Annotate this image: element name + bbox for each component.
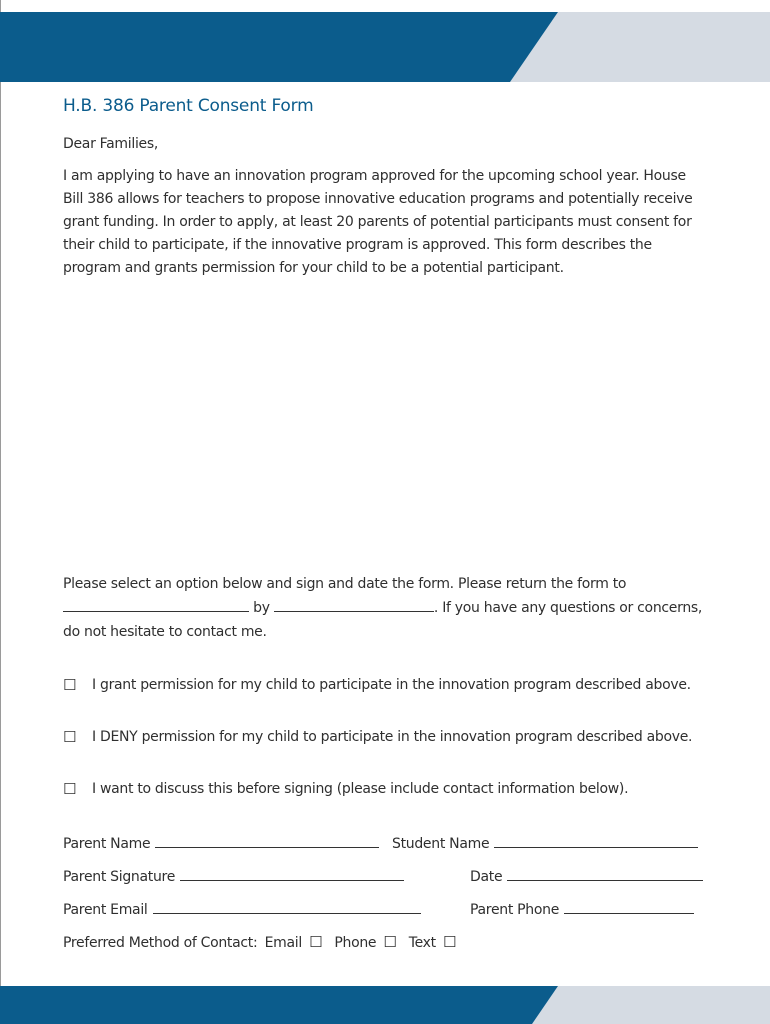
return-to-blank[interactable] <box>63 597 249 612</box>
instructions-part2: . If you have any questions or concerns, do not hesitate to contact me. <box>63 600 703 640</box>
date-input[interactable] <box>507 868 703 881</box>
option-discuss <box>63 779 703 800</box>
date-field <box>470 868 703 885</box>
date-label: Date <box>470 869 503 885</box>
student-name-label: Student Name <box>392 836 490 852</box>
discuss-label: I want to discuss this before signing (please include contact information below). <box>92 781 629 797</box>
instructions-by: by <box>253 600 270 616</box>
parent-name-field <box>63 835 379 852</box>
parent-email-input[interactable] <box>153 901 421 914</box>
deny-checkbox[interactable]: ☐ <box>63 728 77 746</box>
greeting: Dear Families, <box>63 136 158 152</box>
contact-text-checkbox[interactable]: ☐ <box>443 933 457 951</box>
footer-banner-dark <box>0 986 558 1024</box>
form-title: H.B. 386 Parent Consent Form <box>63 96 314 116</box>
parent-email-label: Parent Email <box>63 902 148 918</box>
contact-email-label: Email <box>264 935 302 951</box>
parent-signature-field <box>63 868 404 885</box>
instructions-paragraph <box>63 572 703 644</box>
contact-phone-label: Phone <box>334 935 377 951</box>
header-banner <box>0 12 770 82</box>
parent-phone-label: Parent Phone <box>470 902 560 918</box>
return-by-blank[interactable] <box>274 597 434 612</box>
contact-email-checkbox[interactable]: ☐ <box>309 933 323 951</box>
discuss-checkbox[interactable]: ☐ <box>63 780 77 798</box>
deny-label: I DENY permission for my child to participate in the innovation program described above. <box>92 729 693 745</box>
parent-signature-label: Parent Signature <box>63 869 176 885</box>
grant-checkbox[interactable]: ☐ <box>63 676 77 694</box>
parent-name-input[interactable] <box>155 835 379 848</box>
student-name-field <box>392 835 698 852</box>
footer-banner <box>0 986 770 1024</box>
option-grant <box>63 675 703 696</box>
parent-signature-input[interactable] <box>180 868 404 881</box>
student-name-input[interactable] <box>494 835 698 848</box>
header-banner-dark <box>0 12 558 82</box>
intro-paragraph: I am applying to have an innovation program approved for the upcoming school year. House Bill 386 allows for teachers to propose innovative education programs and potentially receive grant funding. In order to apply, at least 20 parents of potential participants must consent for their child to participate, if the innovative program is approved. This form describes the program and grants permission for your child to be a potential participant. <box>63 168 693 276</box>
parent-phone-input[interactable] <box>564 901 694 914</box>
parent-name-label: Parent Name <box>63 836 151 852</box>
preferred-contact-row <box>63 933 464 951</box>
parent-phone-field <box>470 901 694 918</box>
instructions-part1: Please select an option below and sign and date the form. Please return the form to <box>63 576 627 592</box>
page-border <box>0 0 1 1024</box>
preferred-contact-label: Preferred Method of Contact: <box>63 935 258 951</box>
contact-phone-checkbox[interactable]: ☐ <box>383 933 397 951</box>
grant-label: I grant permission for my child to participate in the innovation program described above. <box>92 677 691 693</box>
parent-email-field <box>63 901 421 918</box>
option-deny <box>63 727 703 748</box>
contact-text-label: Text <box>408 935 436 951</box>
